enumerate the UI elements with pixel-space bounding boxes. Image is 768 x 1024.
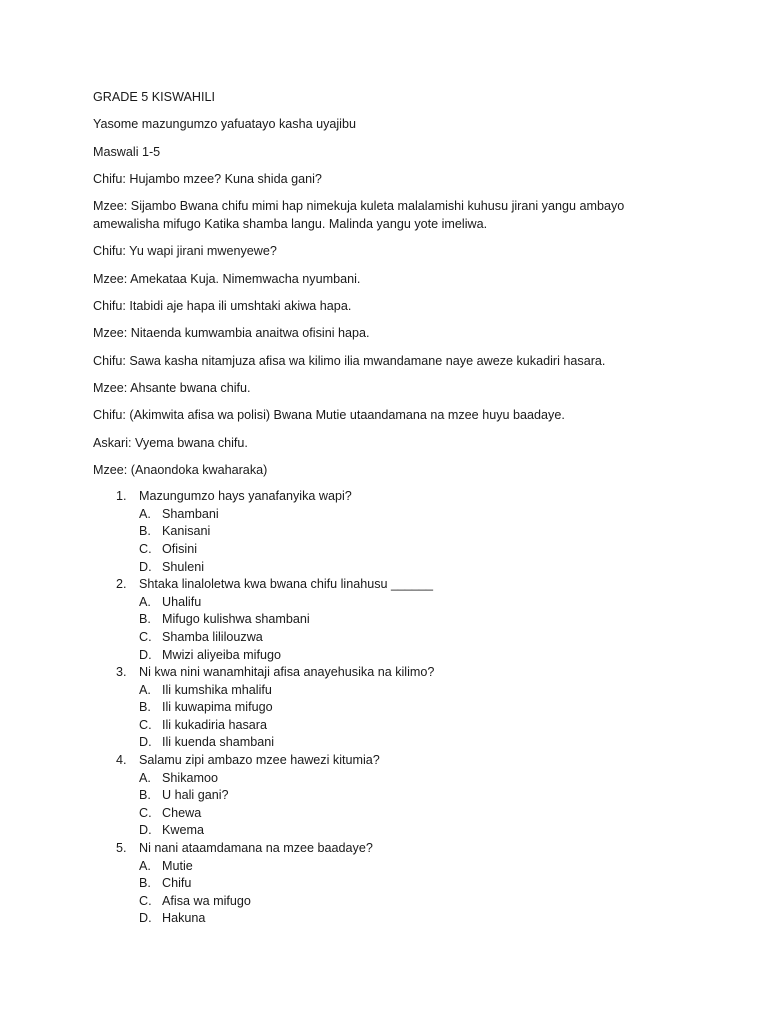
dialogue-line: Askari: Vyema bwana chifu. [93, 435, 248, 450]
option-text: Afisa wa mifugo [162, 893, 251, 908]
question-item [93, 840, 693, 928]
option-letter: D. [139, 735, 152, 750]
option-text: Uhalifu [162, 594, 202, 609]
option-text: Shamba lililouzwa [162, 629, 263, 644]
question-item [93, 576, 693, 664]
option-item [139, 699, 693, 717]
question-number: 3. [116, 665, 127, 680]
question-item [93, 752, 693, 840]
option-letter: C. [139, 717, 152, 732]
option-letter: C. [139, 893, 152, 908]
question-number: 1. [116, 489, 127, 504]
option-letter: B. [139, 612, 151, 627]
question-list [93, 488, 693, 928]
option-text: Shikamoo [162, 770, 219, 785]
option-letter: D. [139, 911, 152, 926]
question-item [93, 664, 693, 752]
document-heading: GRADE 5 KISWAHILI [93, 90, 216, 104]
option-text: Ili kukadiria hasara [162, 717, 267, 732]
option-text: Ili kuenda shambani [162, 735, 275, 750]
option-item [139, 594, 693, 612]
section-title: Maswali 1-5 [93, 144, 161, 159]
option-letter: A. [139, 594, 151, 609]
option-item [139, 506, 693, 524]
dialogue-line: Chifu: (Akimwita afisa wa polisi) Bwana Mutie utaandamana na mzee huyu baadaye. [93, 408, 565, 423]
option-text: U hali gani? [162, 788, 229, 803]
option-text: Mifugo kulishwa shambani [162, 612, 310, 627]
option-item [139, 682, 693, 700]
question-text: Ni kwa nini wanamhitaji afisa anayehusika na kilimo? [139, 665, 435, 680]
option-letter: D. [139, 647, 152, 662]
dialogue-line: Chifu: Hujambo mzee? Kuna shida gani? [93, 171, 322, 186]
option-letter: C. [139, 805, 152, 820]
option-text: Chifu [162, 876, 192, 891]
option-item [139, 734, 693, 752]
dialogue-line: Mzee: (Anaondoka kwaharaka) [93, 462, 268, 477]
option-letter: B. [139, 788, 151, 803]
option-item [139, 893, 693, 911]
question-item [93, 488, 693, 576]
option-letter: B. [139, 700, 151, 715]
option-text: Shuleni [162, 559, 205, 574]
option-letter: A. [139, 682, 151, 697]
option-list [139, 770, 693, 840]
option-item [139, 805, 693, 823]
option-letter: D. [139, 559, 152, 574]
option-letter: A. [139, 770, 151, 785]
option-item [139, 523, 693, 541]
option-item [139, 559, 693, 577]
option-letter: B. [139, 876, 151, 891]
option-item [139, 611, 693, 629]
option-list [139, 506, 693, 576]
option-letter: A. [139, 858, 151, 873]
dialogue-line: Mzee: Sijambo Bwana chifu mimi hap nimekuja kuleta malalamishi kuhusu jirani yangu ambayo amewalisha mifugo Katika shamba langu. Malinda yangu yote imeliwa. [93, 199, 625, 232]
question-number: 5. [116, 841, 127, 856]
question-text: Mazungumzo hays yanafanyika wapi? [139, 489, 352, 504]
option-item [139, 717, 693, 735]
option-letter: C. [139, 541, 152, 556]
question-text: Salamu zipi ambazo mzee hawezi kitumia? [139, 753, 380, 768]
instruction-text: Yasome mazungumzo yafuatayo kasha uyajibu [93, 117, 356, 132]
option-text: Hakuna [162, 911, 206, 926]
option-item [139, 858, 693, 876]
question-number: 2. [116, 577, 127, 592]
question-text: Ni nani ataamdamana na mzee baadaye? [139, 841, 373, 856]
option-text: Kanisani [162, 524, 211, 539]
option-text: Kwema [162, 823, 204, 838]
option-text: Mwizi aliyeiba mifugo [162, 647, 281, 662]
dialogue [93, 170, 693, 479]
dialogue-line: Mzee: Ahsante bwana chifu. [93, 380, 251, 395]
option-text: Ofisini [162, 541, 197, 556]
option-item [139, 822, 693, 840]
option-text: Shambani [162, 506, 219, 521]
question-text: Shtaka linaloletwa kwa bwana chifu linahusu ______ [139, 577, 434, 592]
dialogue-line: Mzee: Amekataa Kuja. Nimemwacha nyumbani. [93, 271, 361, 286]
option-text: Ili kuwapima mifugo [162, 700, 273, 715]
option-item [139, 770, 693, 788]
option-letter: A. [139, 506, 151, 521]
option-item [139, 910, 693, 928]
option-item [139, 787, 693, 805]
option-list [139, 858, 693, 928]
dialogue-line: Chifu: Sawa kasha nitamjuza afisa wa kilimo ilia mwandamane naye aweze kukadiri hasara. [93, 353, 606, 368]
option-list [139, 594, 693, 664]
option-item [139, 629, 693, 647]
option-letter: D. [139, 823, 152, 838]
option-item [139, 541, 693, 559]
option-list [139, 682, 693, 752]
dialogue-line: Chifu: Itabidi aje hapa ili umshtaki akiwa hapa. [93, 299, 352, 314]
option-item [139, 875, 693, 893]
dialogue-line: Mzee: Nitaenda kumwambia anaitwa ofisini hapa. [93, 326, 370, 341]
dialogue-line: Chifu: Yu wapi jirani mwenyewe? [93, 244, 277, 259]
option-text: Mutie [162, 858, 193, 873]
option-text: Ili kumshika mhalifu [162, 682, 272, 697]
option-letter: C. [139, 629, 152, 644]
option-text: Chewa [162, 805, 202, 820]
question-number: 4. [116, 753, 127, 768]
option-item [139, 647, 693, 665]
option-letter: B. [139, 524, 151, 539]
document-body [93, 88, 693, 928]
